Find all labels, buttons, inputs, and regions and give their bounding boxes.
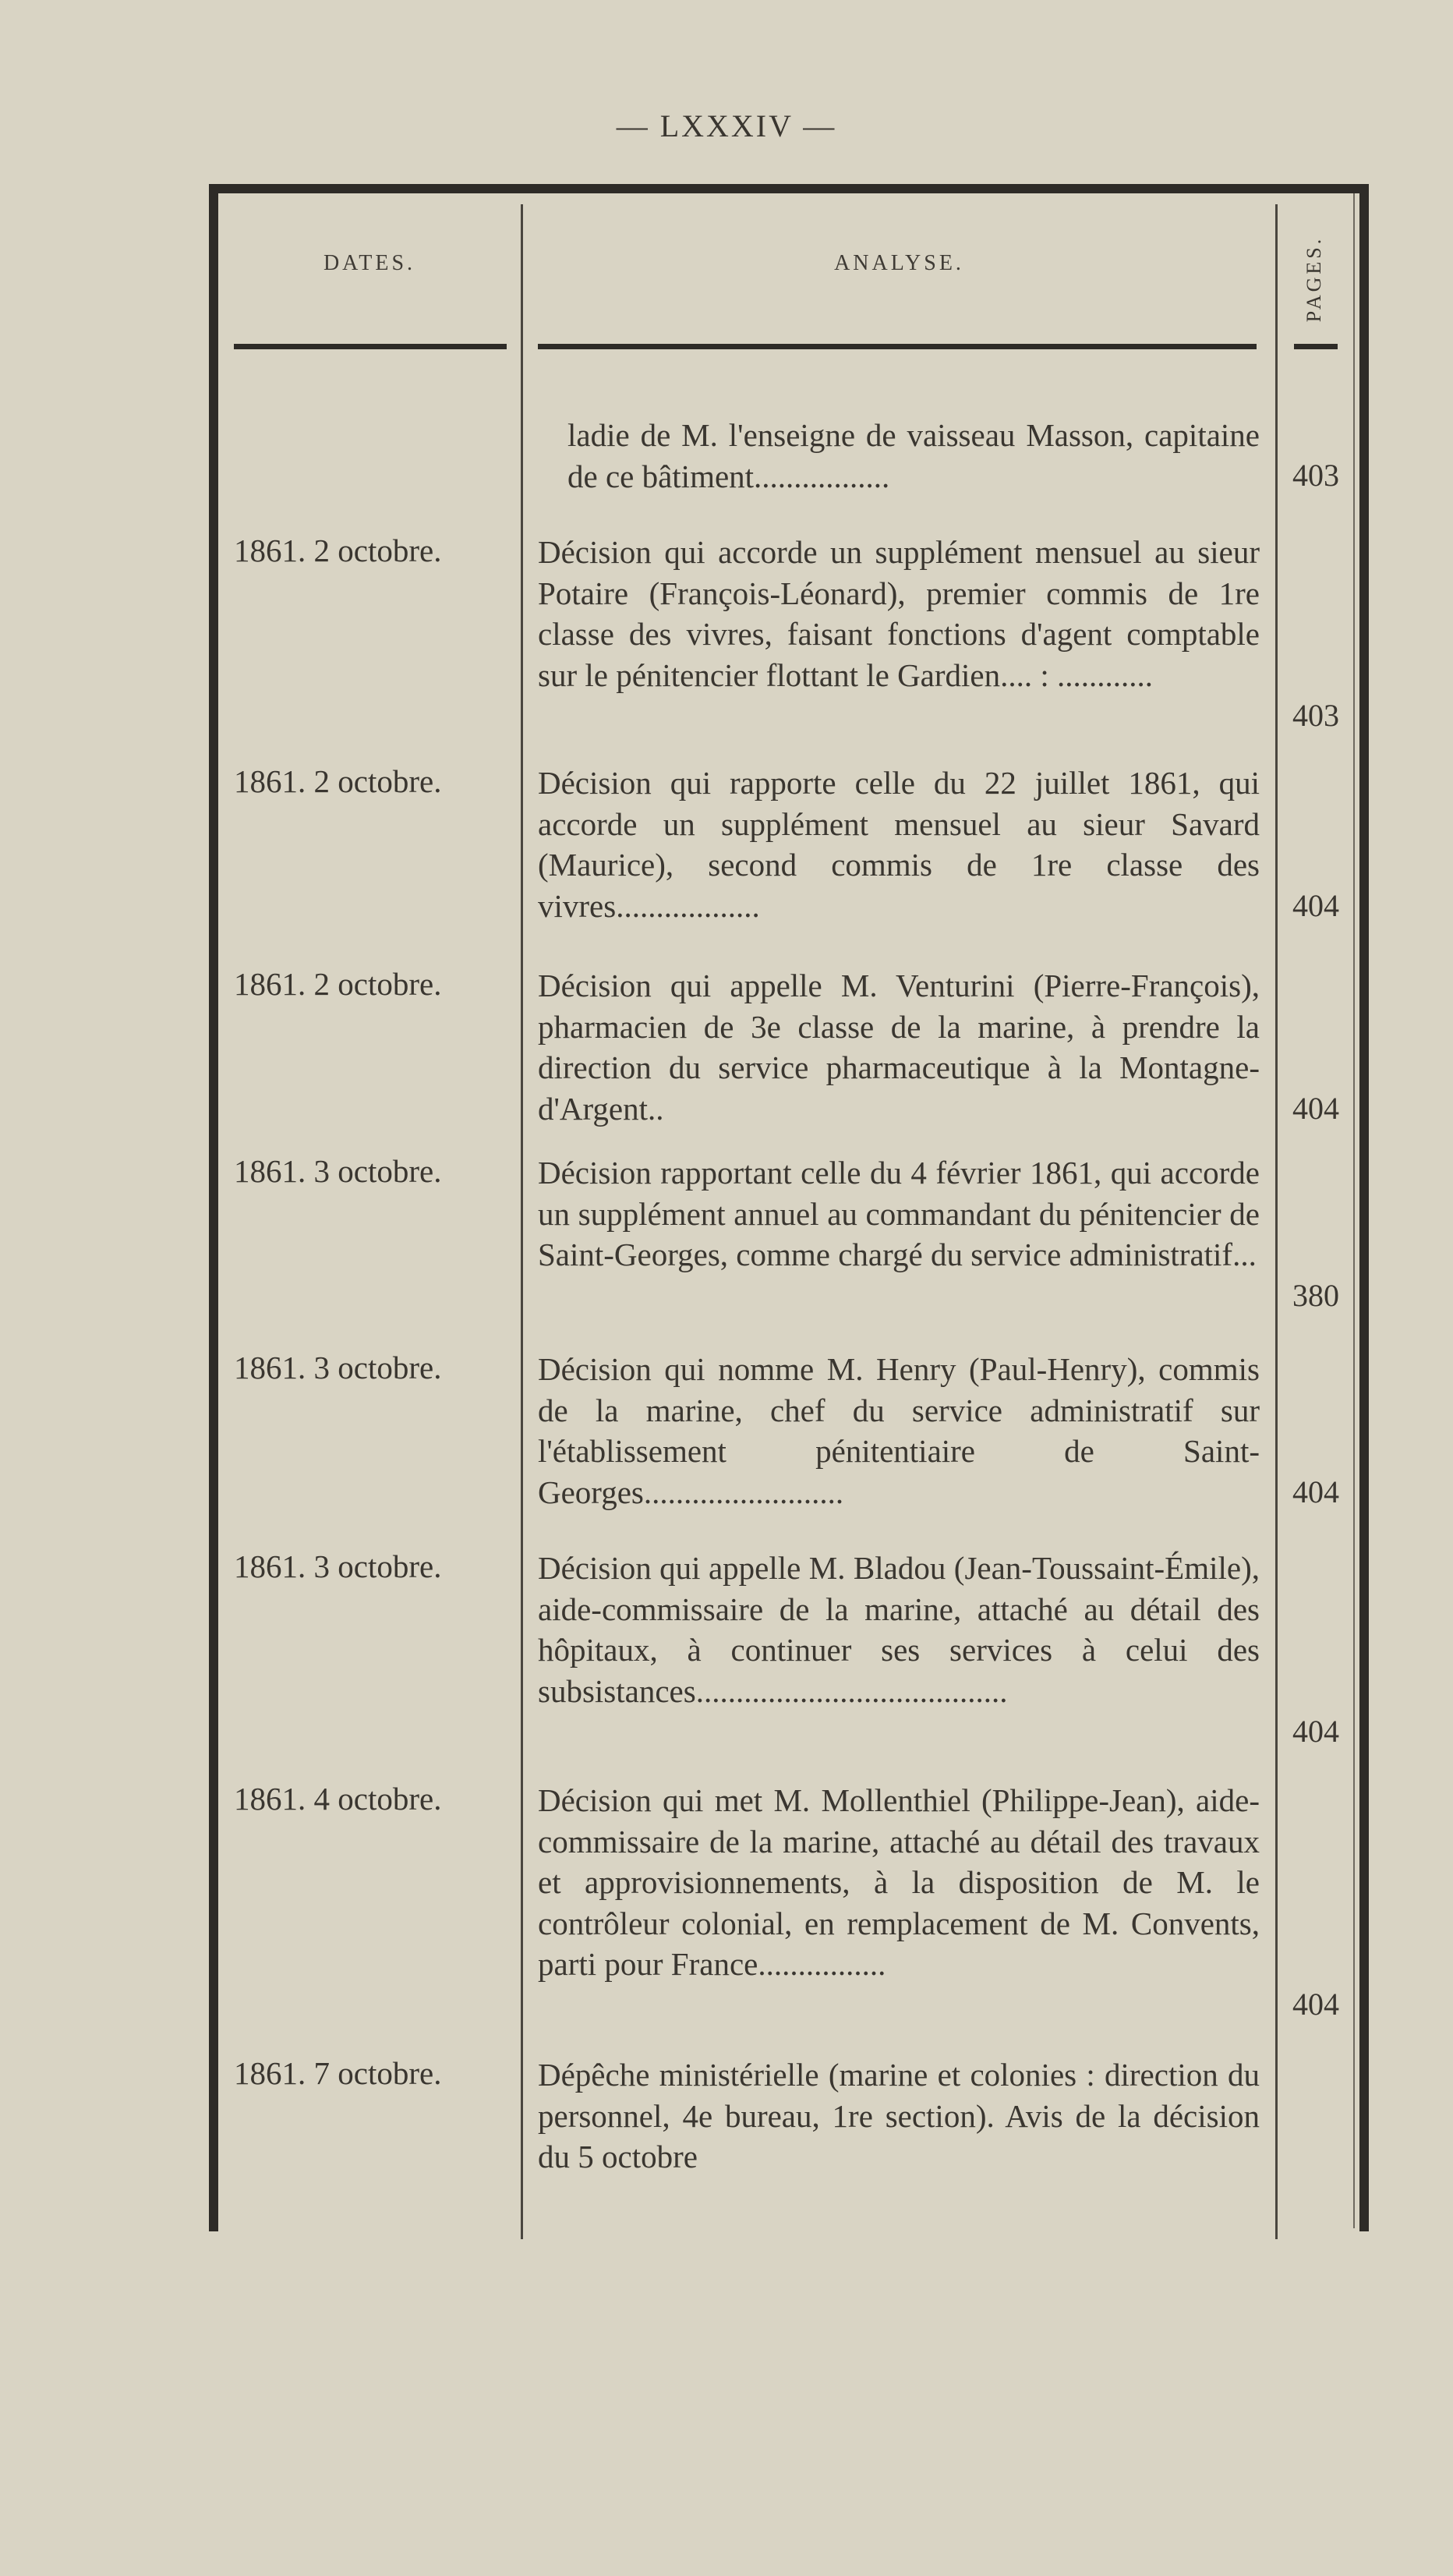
entry-date: 1861. 3 octobre. (234, 1153, 442, 1189)
column-header-dates: DATES. (323, 251, 416, 275)
entry-page: 404 (1292, 888, 1339, 923)
column-divider-pages (1275, 204, 1278, 2239)
entry-text: ladie de M. l'enseigne de vaisseau Masson, capitaine de ce bâtiment................. (567, 417, 1260, 494)
entry-page: 403 (1292, 458, 1339, 493)
entry-page: 403 (1292, 698, 1339, 733)
entry-page: 404 (1292, 1714, 1339, 1749)
column-header-pages: PAGES. (1303, 235, 1325, 323)
entry-page: 380 (1292, 1278, 1339, 1313)
column-header-analyse: ANALYSE. (834, 251, 964, 275)
entry-text: Décision qui rapporte celle du 22 juillet 1861, qui accorde un supplément mensuel au sieur Savard (Maurice), second commis de 1re classe des vivres.................. (538, 765, 1260, 924)
entry-date: 1861. 2 octobre. (234, 533, 442, 568)
header-rule-pages (1294, 344, 1338, 349)
column-divider-dates (521, 204, 523, 2239)
header-rule-analyse (538, 344, 1257, 349)
entry-page: 404 (1292, 1987, 1339, 2022)
entry-date: 1861. 2 octobre. (234, 763, 442, 799)
entry-page: 404 (1292, 1474, 1339, 1509)
entry-date: 1861. 2 octobre. (234, 966, 442, 1002)
table-frame-top (209, 184, 1369, 193)
entry-text: Décision rapportant celle du 4 février 1861, qui accorde un supplément annuel au commandant du pénitencier de Saint-Georges, comme chargé du service administratif... (538, 1155, 1260, 1272)
entry-text: Décision qui accorde un supplément mensuel au sieur Potaire (François-Léonard), premier commis de 1re classe des vivres, faisant fonctions d'agent comptable sur le pénitencier flottant le Gardien.... : ............ (538, 534, 1260, 693)
entry-text: Décision qui met M. Mollenthiel (Philippe-Jean), aide-commissaire de la marine, attaché au détail des travaux et approvisionnements, à la disposition de M. le contrôleur colonial, en remplacement de M. Convents, parti pour France................ (538, 1782, 1260, 1982)
table-frame-right (1359, 187, 1369, 2231)
page-header: — LXXXIV — (616, 108, 837, 143)
header-rule-dates (234, 344, 507, 349)
entry-text: Décision qui appelle M. Venturini (Pierre-François), pharmacien de 3e classe de la marine, à prendre la direction du service pharmaceutique à la Montagne-d'Argent.. (538, 968, 1260, 1127)
table-inner-right-line (1353, 193, 1355, 2228)
entry-date: 1861. 3 octobre. (234, 1350, 442, 1385)
entry-date: 1861. 3 octobre. (234, 1548, 442, 1584)
entry-date: 1861. 7 octobre. (234, 2055, 442, 2091)
entry-date: 1861. 4 octobre. (234, 1781, 442, 1817)
table-frame-left (209, 187, 218, 2231)
entry-text: Décision qui appelle M. Bladou (Jean-Toussaint-Émile), aide-commissaire de la marine, attaché au détail des hôpitaux, à continuer ses services à celui des subsistances....................................... (538, 1550, 1260, 1709)
entry-page: 404 (1292, 1091, 1339, 1126)
entry-text: Décision qui nomme M. Henry (Paul-Henry), commis de la marine, chef du service administratif sur l'établissement pénitentiaire de Saint-Georges......................... (538, 1351, 1260, 1510)
entry-text: Dépêche ministérielle (marine et colonies : direction du personnel, 4e bureau, 1re section). Avis de la décision du 5 octobre (538, 2057, 1260, 2174)
